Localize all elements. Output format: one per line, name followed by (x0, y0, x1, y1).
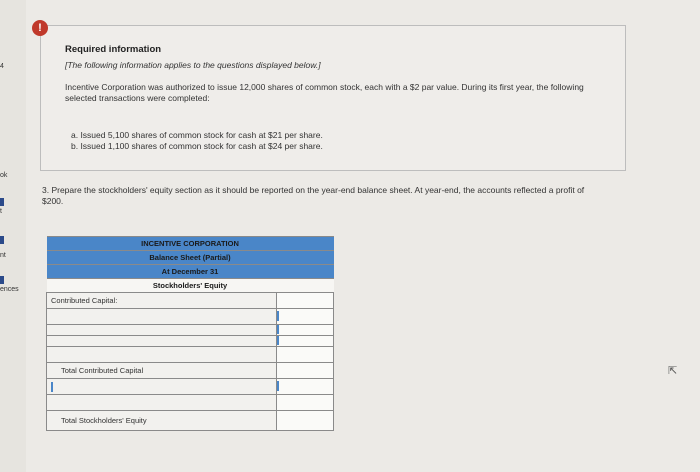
amount-input[interactable] (277, 336, 334, 347)
table-row (47, 347, 334, 363)
total-contributed-capital-input[interactable] (277, 363, 334, 379)
rail-label-nt[interactable]: nt (0, 252, 6, 259)
total-stockholders-equity-input[interactable] (277, 411, 334, 431)
total-stockholders-equity-label: Total Stockholders' Equity (47, 411, 277, 431)
contributed-capital-label: Contributed Capital: (47, 293, 277, 309)
left-navigation-rail (0, 0, 26, 472)
rail-marker (0, 198, 4, 206)
amount-input[interactable] (277, 395, 334, 411)
table-header-row (47, 237, 334, 251)
rail-label-t[interactable]: t (0, 208, 2, 215)
transaction-a: a. Issued 5,100 shares of common stock for cash at $21 per share. (71, 130, 323, 140)
account-input[interactable] (47, 336, 277, 347)
statement-title: Balance Sheet (Partial) (47, 251, 334, 265)
table-row (47, 379, 334, 395)
transaction-b: b. Issued 1,100 shares of common stock for cash at $24 per share. (71, 141, 323, 151)
info-paragraph: Incentive Corporation was authorized to issue 12,000 shares of common stock, each with a $2 par value. During its first year, the following selected transactions were completed: (65, 82, 584, 103)
table-header-row (47, 265, 334, 279)
table-row (47, 411, 334, 431)
account-input[interactable] (47, 395, 277, 411)
company-name: INCENTIVE CORPORATION (47, 237, 334, 251)
required-information-panel (40, 25, 626, 171)
alert-icon: ! (32, 20, 48, 36)
table-row (47, 309, 334, 325)
table-row (47, 363, 334, 379)
amount-input[interactable] (277, 293, 334, 309)
amount-input[interactable] (277, 325, 334, 336)
total-contributed-capital-label: Total Contributed Capital (47, 363, 277, 379)
amount-input[interactable] (277, 309, 334, 325)
table-header-row (47, 279, 334, 293)
balance-sheet-table (46, 236, 334, 431)
question-text: 3. Prepare the stockholders' equity section as it should be reported on the year-end balance sheet. At year-end, the accounts reflected a profit of $200. (42, 185, 585, 206)
rail-label-4[interactable]: 4 (0, 63, 4, 70)
account-input[interactable] (47, 347, 277, 363)
rail-marker (0, 236, 4, 244)
table-row (47, 336, 334, 347)
table-header-row (47, 251, 334, 265)
amount-input[interactable] (277, 347, 334, 363)
table-row (47, 325, 334, 336)
account-input[interactable] (47, 379, 277, 395)
rail-marker (0, 276, 4, 284)
account-input[interactable] (47, 325, 277, 336)
rail-label-ok[interactable]: ok (0, 172, 8, 179)
info-note: [The following information applies to the questions displayed below.] (65, 60, 321, 70)
statement-date: At December 31 (47, 265, 334, 279)
mouse-cursor-icon: ⇱ (668, 365, 678, 377)
section-title: Stockholders' Equity (47, 279, 334, 293)
account-input[interactable] (47, 309, 277, 325)
rail-label-references[interactable]: ences (0, 286, 19, 293)
table-row (47, 293, 334, 309)
amount-input[interactable] (277, 379, 334, 395)
required-information-title: Required information (65, 44, 162, 55)
table-row (47, 395, 334, 411)
